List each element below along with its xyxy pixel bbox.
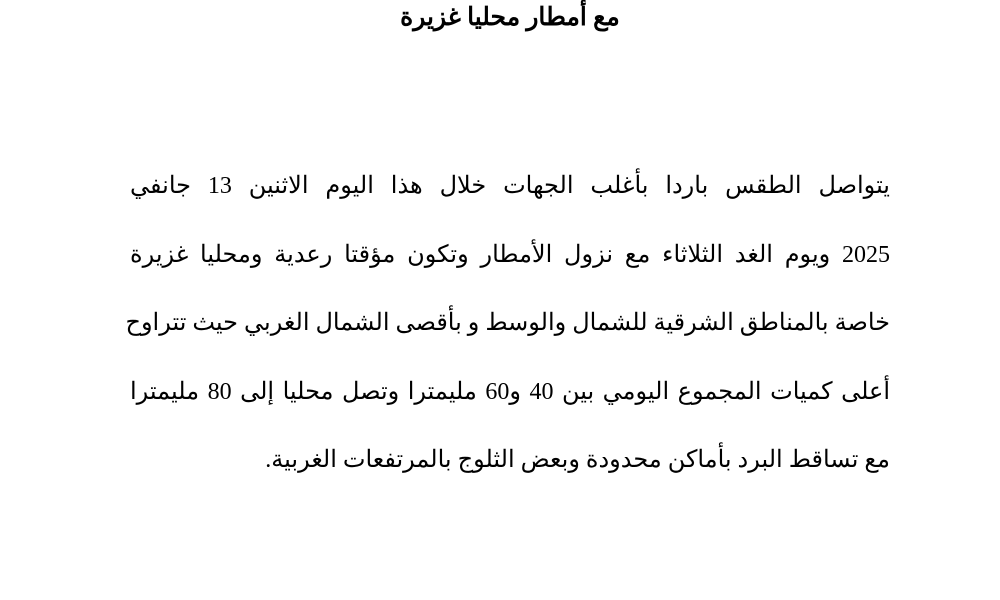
paragraph-line: أعلى كميات المجموع اليومي بين 40 و60 مليمترا وتصل محليا إلى 80 مليمترا [130, 378, 891, 405]
paragraph-line: يتواصل الطقس باردا بأغلب الجهات خلال هذا اليوم الاثنين 13 جانفي [130, 173, 890, 199]
paragraph-line: خاصة بالمناطق الشرقية للشمال والوسط و بأقصى الشمال الغربي حيث تتراوح [125, 310, 890, 336]
paragraph-line: 2025 ويوم الغد الثلاثاء مع نزول الأمطار وتكون مؤقتا رعدية ومحليا غزيرة [130, 241, 890, 268]
paragraph-line: مع تساقط البرد بأماكن محدودة وبعض الثلوج بالمرتفعات الغربية. [265, 447, 890, 473]
page-title: مع أمطار محليا غزيرة [400, 4, 620, 31]
article-paragraph [125, 160, 891, 503]
